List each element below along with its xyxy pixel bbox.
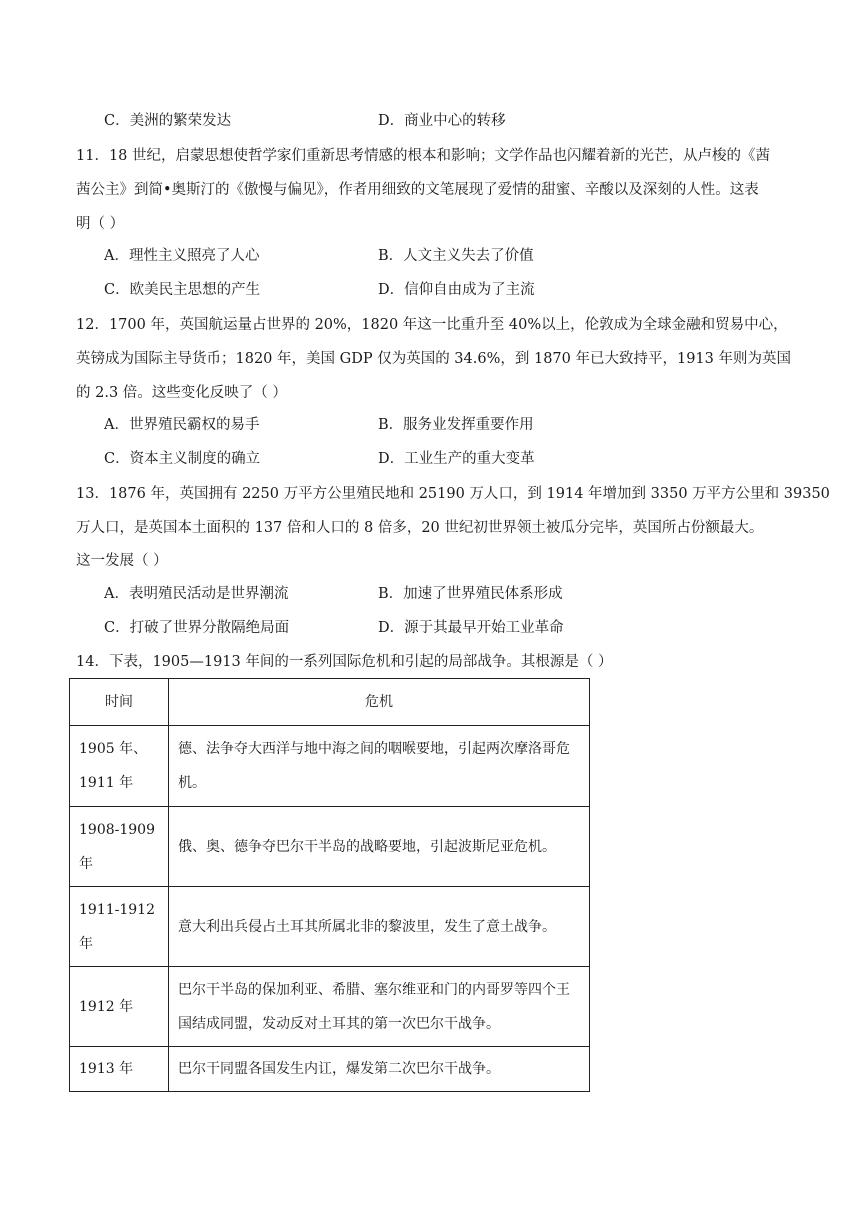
q12-option-b: B．服务业发挥重要作用 [378,417,534,433]
q11-option-d: D．信仰自由成为了主流 [378,282,535,298]
table-row [70,967,590,1047]
table-row [70,887,590,967]
q13-stem-line-3: 这一发展（ ） [76,553,168,569]
cell-time: 1913 年 [70,1047,169,1092]
q11-stem-line-3: 明（ ） [76,216,125,232]
cell-crisis: 意大利出兵侵占土耳其所属北非的黎波里，发生了意土战争。 [169,887,590,967]
q13-option-b: B．加速了世界殖民体系形成 [378,586,563,602]
cell-time: 1911-1912 年 [70,887,169,967]
header-crisis: 危机 [169,679,590,726]
q12-option-a: A．世界殖民霸权的易手 [104,417,260,433]
q12-stem-line-3: 的 2.3 倍。这些变化反映了（ ） [76,385,287,401]
cell-crisis: 俄、奥、德争夺巴尔干半岛的战略要地，引起波斯尼亚危机。 [169,807,590,887]
table-header-row [70,679,590,726]
q12-stem-line-1: 12．1700 年，英国航运量占世界的 20%，1820 年这一比重升至 40%以上，伦敦成为全球金融和贸易中心， [76,317,788,333]
q12-option-d: D．工业生产的重大变革 [378,451,535,467]
cell-crisis: 巴尔干同盟各国发生内讧，爆发第二次巴尔干战争。 [169,1047,590,1092]
q14-stem: 14．下表，1905—1913 年间的一系列国际危机和引起的局部战争。其根源是（ ） [76,654,613,670]
q13-option-a: A．表明殖民活动是世界潮流 [104,586,289,602]
q13-option-c: C．打破了世界分散隔绝局面 [104,620,290,636]
q10-option-c: C．美洲的繁荣发达 [104,113,232,129]
q11-stem-line-1: 11．18 世纪，启蒙思想使哲学家们重新思考情感的根本和影响；文学作品也闪耀着新的光芒，从卢梭的《茜 [76,148,771,164]
table-row [70,726,590,807]
q13-stem-line-2: 万人口，是英国本土面积的 137 倍和人口的 8 倍多，20 世纪初世界领土被瓜分完毕，英国所占份额最大。 [76,520,764,536]
q12-option-c: C．资本主义制度的确立 [104,451,261,467]
q11-option-b: B．人文主义失去了价值 [378,248,534,264]
q11-stem-line-2: 茜公主》到简•奥斯汀的《傲慢与偏见》，作者用细致的文笔展现了爱情的甜蜜、辛酸以及深刻的人性。这表 [76,182,759,198]
q12-stem-line-2: 英镑成为国际主导货币；1820 年，美国 GDP 仅为英国的 34.6%，到 1870 年已大致持平，1913 年则为英国 [76,351,791,367]
q13-option-d: D．源于其最早开始工业革命 [378,620,564,636]
cell-crisis: 巴尔干半岛的保加利亚、希腊、塞尔维亚和门的内哥罗等四个王国结成同盟，发动反对土耳其的第一次巴尔干战争。 [169,967,590,1047]
q10-option-d: D．商业中心的转移 [378,113,506,129]
q11-option-a: A．理性主义照亮了人心 [104,248,260,264]
cell-time: 1908-1909 年 [70,807,169,887]
cell-time: 1905 年、1911 年 [70,726,169,807]
q13-stem-line-1: 13．1876 年，英国拥有 2250 万平方公里殖民地和 25190 万人口，到 1914 年增加到 3350 万平方公里和 39350 [76,486,830,502]
crisis-table [69,678,590,1092]
cell-time: 1912 年 [70,967,169,1047]
cell-crisis: 德、法争夺大西洋与地中海之间的咽喉要地，引起两次摩洛哥危机。 [169,726,590,807]
q11-option-c: C．欧美民主思想的产生 [104,282,261,298]
header-time: 时间 [70,679,169,726]
table-row [70,1047,590,1092]
table-row [70,807,590,887]
